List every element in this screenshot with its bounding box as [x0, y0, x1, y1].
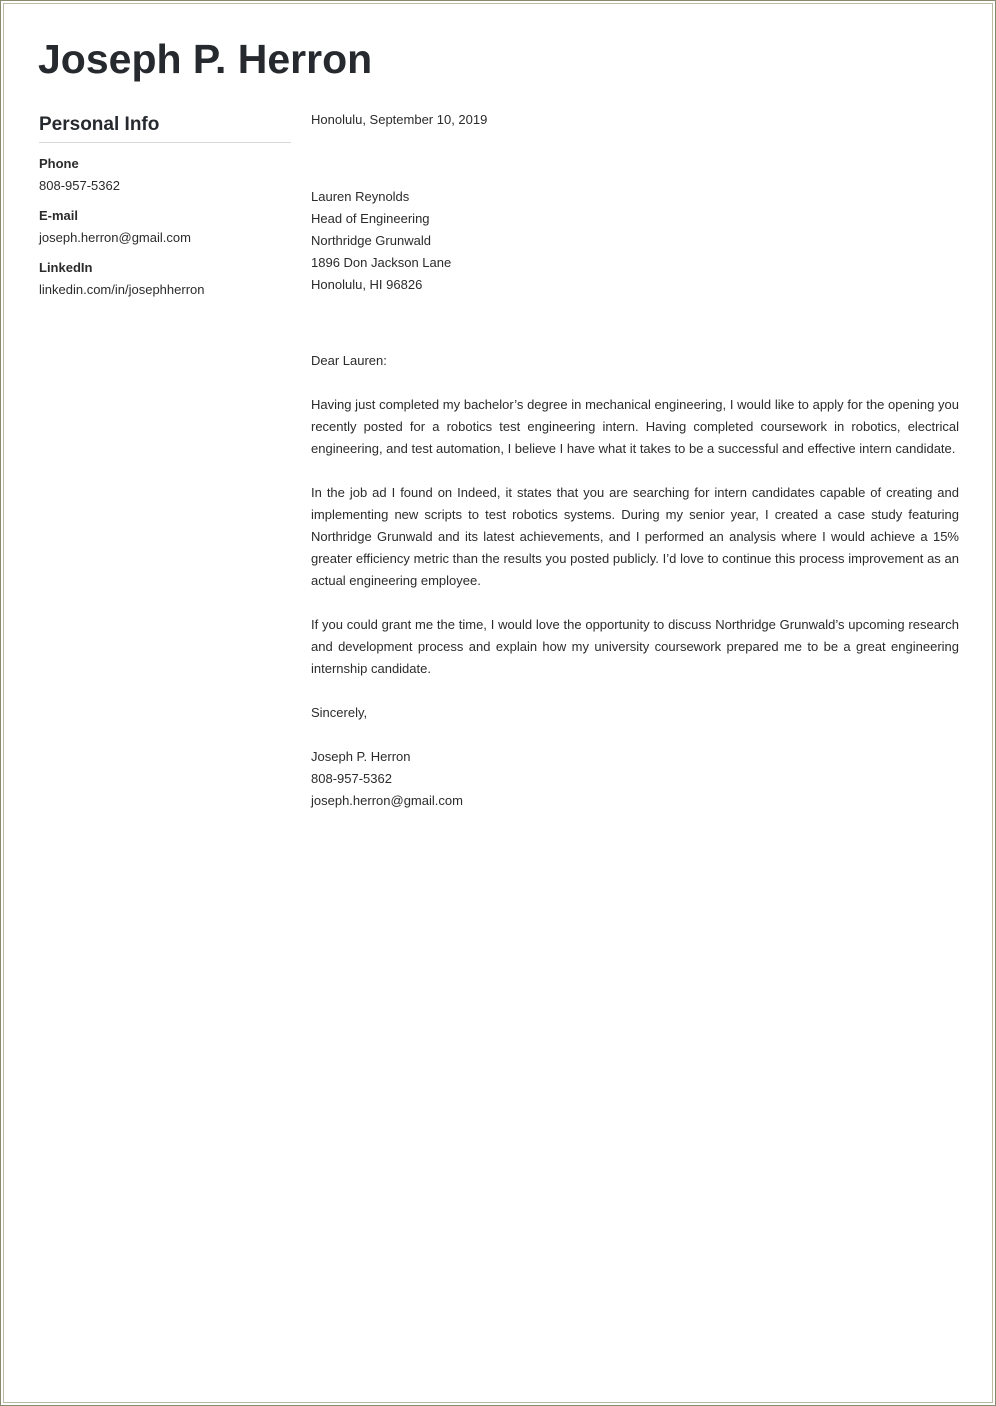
recipient-city: Honolulu, HI 96826: [311, 277, 423, 292]
recipient-company: Northridge Grunwald: [311, 233, 431, 248]
personal-info-title: Personal Info: [39, 112, 291, 143]
letter-body: [311, 109, 959, 812]
phone-label: Phone: [39, 156, 79, 171]
signature-phone: 808-957-5362: [311, 771, 392, 786]
letter-paragraph-2: In the job ad I found on Indeed, it states that you are searching for intern candidates capable of creating and implementing new scripts to test robotics systems. During my senior year, I created a case study featuring Northridge Grunwald and its latest achievements, and I performed an analysis where I would achieve a 15% greater efficiency metric than the results you posted publicly. I’d love to continue this process improvement as an actual engineering employee.: [311, 485, 959, 588]
linkedin-label: LinkedIn: [39, 260, 93, 275]
letter-paragraph-1: Having just completed my bachelor’s degree in mechanical engineering, I would like to apply for the opening you recently posted for a robotics test engineering intern. Having completed coursework in robotics, electrical engineering, and test automation, I believe I have what it takes to be a successful and effective intern candidate.: [311, 397, 959, 456]
applicant-name: Joseph P. Herron: [38, 36, 373, 82]
recipient-name: Lauren Reynolds: [311, 189, 410, 204]
phone-info: [39, 155, 291, 195]
email-label: E-mail: [39, 208, 79, 223]
recipient-block: [311, 186, 959, 296]
linkedin-value: linkedin.com/in/josephherron: [39, 282, 205, 297]
letter-date: Honolulu, September 10, 2019: [311, 112, 488, 127]
signature-email: joseph.herron@gmail.com: [311, 793, 463, 808]
recipient-street: 1896 Don Jackson Lane: [311, 255, 452, 270]
signature-block: [311, 746, 959, 812]
linkedin-info: [39, 259, 291, 299]
signature-name: Joseph P. Herron: [311, 749, 411, 764]
salutation: Dear Lauren:: [311, 353, 387, 368]
recipient-title: Head of Engineering: [311, 211, 430, 226]
email-value: joseph.herron@gmail.com: [39, 230, 191, 245]
personal-info-sidebar: [39, 112, 291, 299]
closing: Sincerely,: [311, 705, 368, 720]
email-info: [39, 207, 291, 247]
letter-paragraph-3: If you could grant me the time, I would love the opportunity to discuss Northridge Grunwald’s upcoming research and development process and explain how my university coursework prepared me to be a great engineering internship candidate.: [311, 617, 959, 676]
phone-value: 808-957-5362: [39, 178, 120, 193]
